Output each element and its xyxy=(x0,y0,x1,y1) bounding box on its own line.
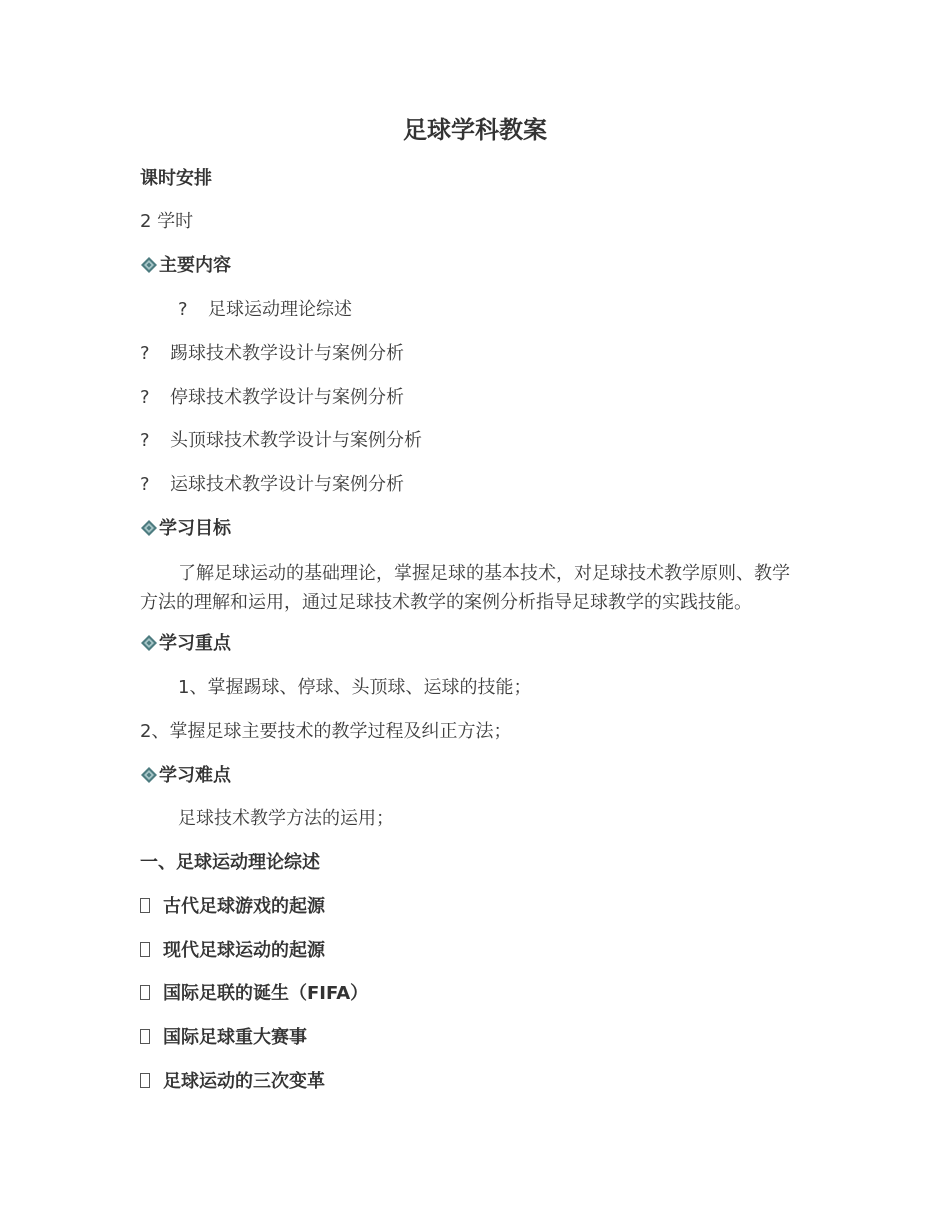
diamond-bullet-icon xyxy=(140,519,158,537)
item-text: 足球运动理论综述 xyxy=(208,299,352,320)
page-title: 足球学科教案 xyxy=(403,116,547,144)
bullet-marker: ? xyxy=(140,474,150,495)
diamond-bullet-icon xyxy=(140,256,158,274)
schedule-value: 2 学时 xyxy=(140,211,194,232)
objectives-paragraph: 了解足球运动的基础理论，掌握足球的基本技术，对足球技术教学原则、教学方法的理解和运用，通过足球技术教学的案例分析指导足球教学的实践技能。 xyxy=(140,563,790,613)
item-text: 足球运动的三次变革 xyxy=(163,1071,325,1092)
section-one-item xyxy=(140,939,325,963)
bullet-marker: ? xyxy=(140,430,150,451)
diamond-bullet-icon xyxy=(140,634,158,652)
difficulties-text: 足球技术教学方法的运用； xyxy=(178,808,394,829)
item-text: 踢球技术教学设计与案例分析 xyxy=(170,343,404,364)
item-text: 头顶球技术教学设计与案例分析 xyxy=(170,430,422,451)
main-content-heading-row xyxy=(140,254,231,278)
missing-glyph-box-icon xyxy=(140,1029,150,1044)
main-content-item xyxy=(140,473,404,497)
bullet-marker: ? xyxy=(140,343,150,364)
section-one-item xyxy=(140,1026,307,1050)
main-content-item xyxy=(178,298,352,322)
item-text: 停球技术教学设计与案例分析 xyxy=(170,387,404,408)
key-points-heading: 学习重点 xyxy=(159,633,231,654)
difficulties-heading: 学习难点 xyxy=(159,765,231,786)
missing-glyph-box-icon xyxy=(140,985,150,1000)
section-one-item xyxy=(140,982,368,1006)
main-content-heading: 主要内容 xyxy=(159,255,231,276)
key-point-item: 1、掌握踢球、停球、头顶球、运球的技能； xyxy=(178,677,532,698)
item-text: 国际足球重大赛事 xyxy=(163,1027,307,1048)
section-one-item xyxy=(140,895,325,919)
item-text: 国际足联的诞生（FIFA） xyxy=(163,983,369,1004)
main-content-item xyxy=(140,342,404,366)
schedule-heading: 课时安排 xyxy=(140,168,212,189)
objectives-heading-row xyxy=(140,517,231,541)
main-content-item xyxy=(140,386,404,410)
diamond-bullet-icon xyxy=(140,766,158,784)
bullet-marker: ? xyxy=(140,387,150,408)
missing-glyph-box-icon xyxy=(140,898,150,913)
difficulties-heading-row xyxy=(140,764,231,788)
key-point-item: 2、掌握足球主要技术的教学过程及纠正方法； xyxy=(140,721,512,742)
bullet-marker: ? xyxy=(178,299,188,320)
missing-glyph-box-icon xyxy=(140,1073,150,1088)
key-points-heading-row xyxy=(140,632,231,656)
item-text: 现代足球运动的起源 xyxy=(163,940,325,961)
missing-glyph-box-icon xyxy=(140,942,150,957)
section-one-item xyxy=(140,1070,325,1094)
item-text: 古代足球游戏的起源 xyxy=(163,896,325,917)
objectives-heading: 学习目标 xyxy=(159,518,231,539)
section-one-heading: 一、足球运动理论综述 xyxy=(140,852,320,873)
item-text: 运球技术教学设计与案例分析 xyxy=(170,474,404,495)
main-content-item xyxy=(140,429,422,453)
